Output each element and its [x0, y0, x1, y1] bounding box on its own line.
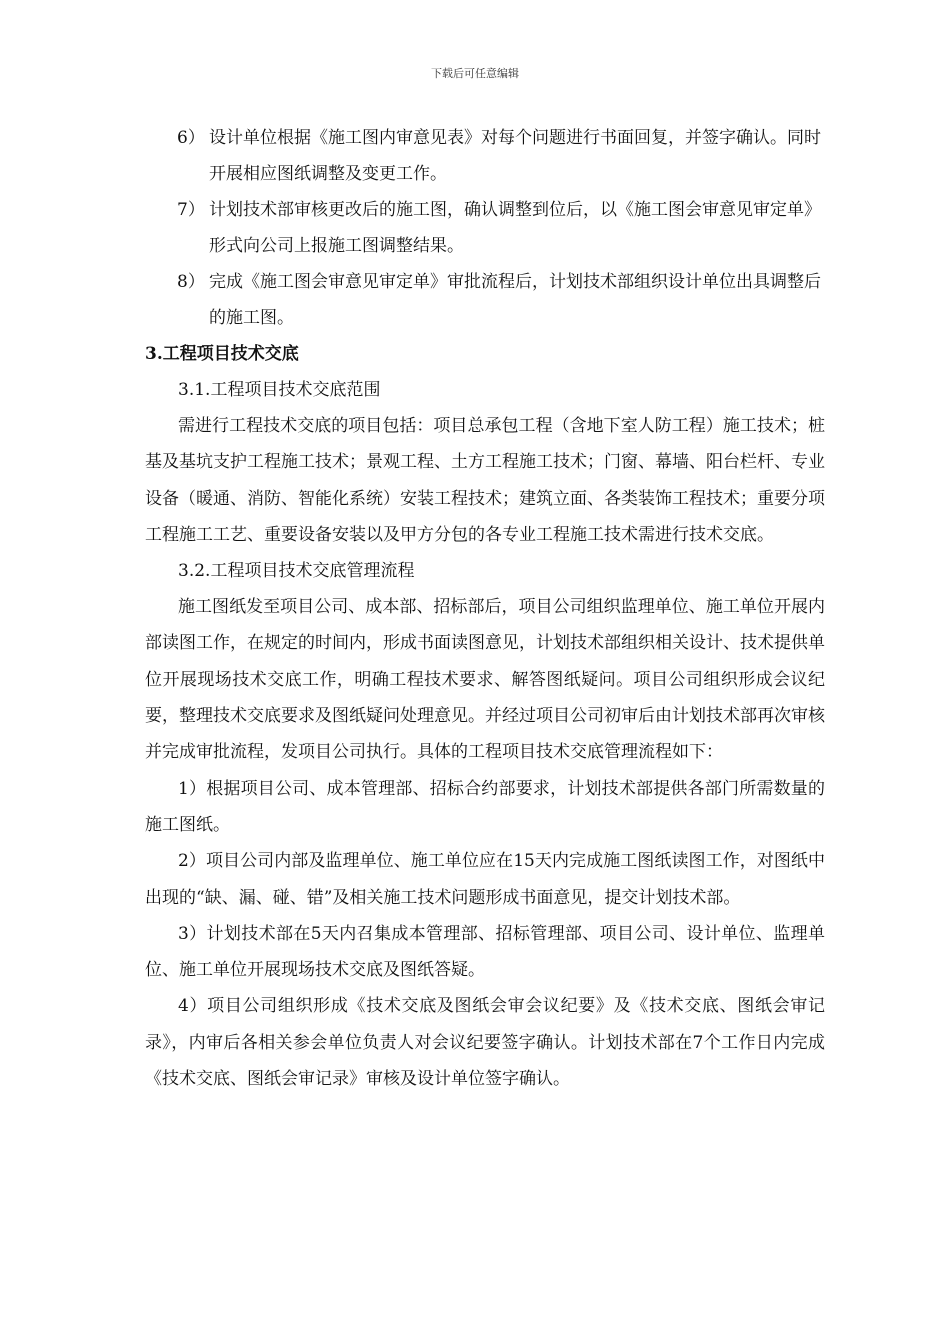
list-item-number: 6）	[177, 128, 205, 148]
list-item-8	[145, 264, 825, 336]
list-item-text: 计划技术部审核更改后的施工图，确认调整到位后，以《施工图会审意见审定单》形式向公司上报施工图调整结果。	[209, 200, 821, 256]
list-item-text: 设计单位根据《施工图内审意见表》对每个问题进行书面回复，并签字确认。同时开展相应图纸调整及变更工作。	[209, 128, 821, 184]
paragraph-step-3: 3）计划技术部在5天内召集成本管理部、招标管理部、项目公司、设计单位、监理单位、施工单位开展现场技术交底及图纸答疑。	[145, 923, 825, 981]
paragraph-step-2: 2）项目公司内部及监理单位、施工单位应在15天内完成施工图纸读图工作，对图纸中出现的“缺、漏、碰、错”及相关施工技术问题形成书面意见，提交计划技术部。	[145, 851, 825, 908]
paragraph-scope: 需进行工程技术交底的项目包括：项目总承包工程（含地下室人防工程）施工技术；桩基及基坑支护工程施工技术；景观工程、土方工程施工技术；门窗、幕墙、阳台栏杆、专业设备（暖通、消防、智能化系统）安装工程技术；建筑立面、各类装饰工程技术；重要分项工程施工工艺、重要设备安装以及甲方分包的各专业工程施工技术需进行技术交底。	[145, 416, 825, 545]
list-item-text: 完成《施工图会审意见审定单》审批流程后，计划技术部组织设计单位出具调整后的施工图。	[209, 272, 821, 328]
paragraph-process-intro: 施工图纸发至项目公司、成本部、招标部后，项目公司组织监理单位、施工单位开展内部读图工作，在规定的时间内，形成书面读图意见，计划技术部组织相关设计、技术提供单位开展现场技术交底工作，明确工程技术要求、解答图纸疑问。项目公司组织形成会议纪要，整理技术交底要求及图纸疑问处理意见。并经过项目公司初审后由计划技术部再次审核并完成审批流程，发项目公司执行。具体的工程项目技术交底管理流程如下：	[145, 597, 825, 763]
list-item-number: 7）	[177, 200, 205, 220]
paragraph-step-1: 1）根据项目公司、成本管理部、招标合约部要求，计划技术部提供各部门所需数量的施工图纸。	[145, 778, 825, 835]
list-item-number: 8）	[177, 272, 205, 292]
paragraph-step-4: 4）项目公司组织形成《技术交底及图纸会审会议纪要》及《技术交底、图纸会审记录》，内审后各相关参会单位负责人对会议纪要签字确认。计划技术部在7个工作日内完成《技术交底、图纸会审记录》审核及设计单位签字确认。	[145, 996, 825, 1090]
subsection-title-scope: 3.1.工程项目技术交底范围	[178, 380, 381, 400]
document-body	[145, 120, 825, 1097]
section-heading: 3.工程项目技术交底	[145, 344, 299, 364]
list-item-6	[145, 120, 825, 192]
page-header-note: 下载后可任意编辑	[431, 67, 519, 80]
list-item-7	[145, 192, 825, 264]
subsection-title-process: 3.2.工程项目技术交底管理流程	[178, 561, 415, 582]
